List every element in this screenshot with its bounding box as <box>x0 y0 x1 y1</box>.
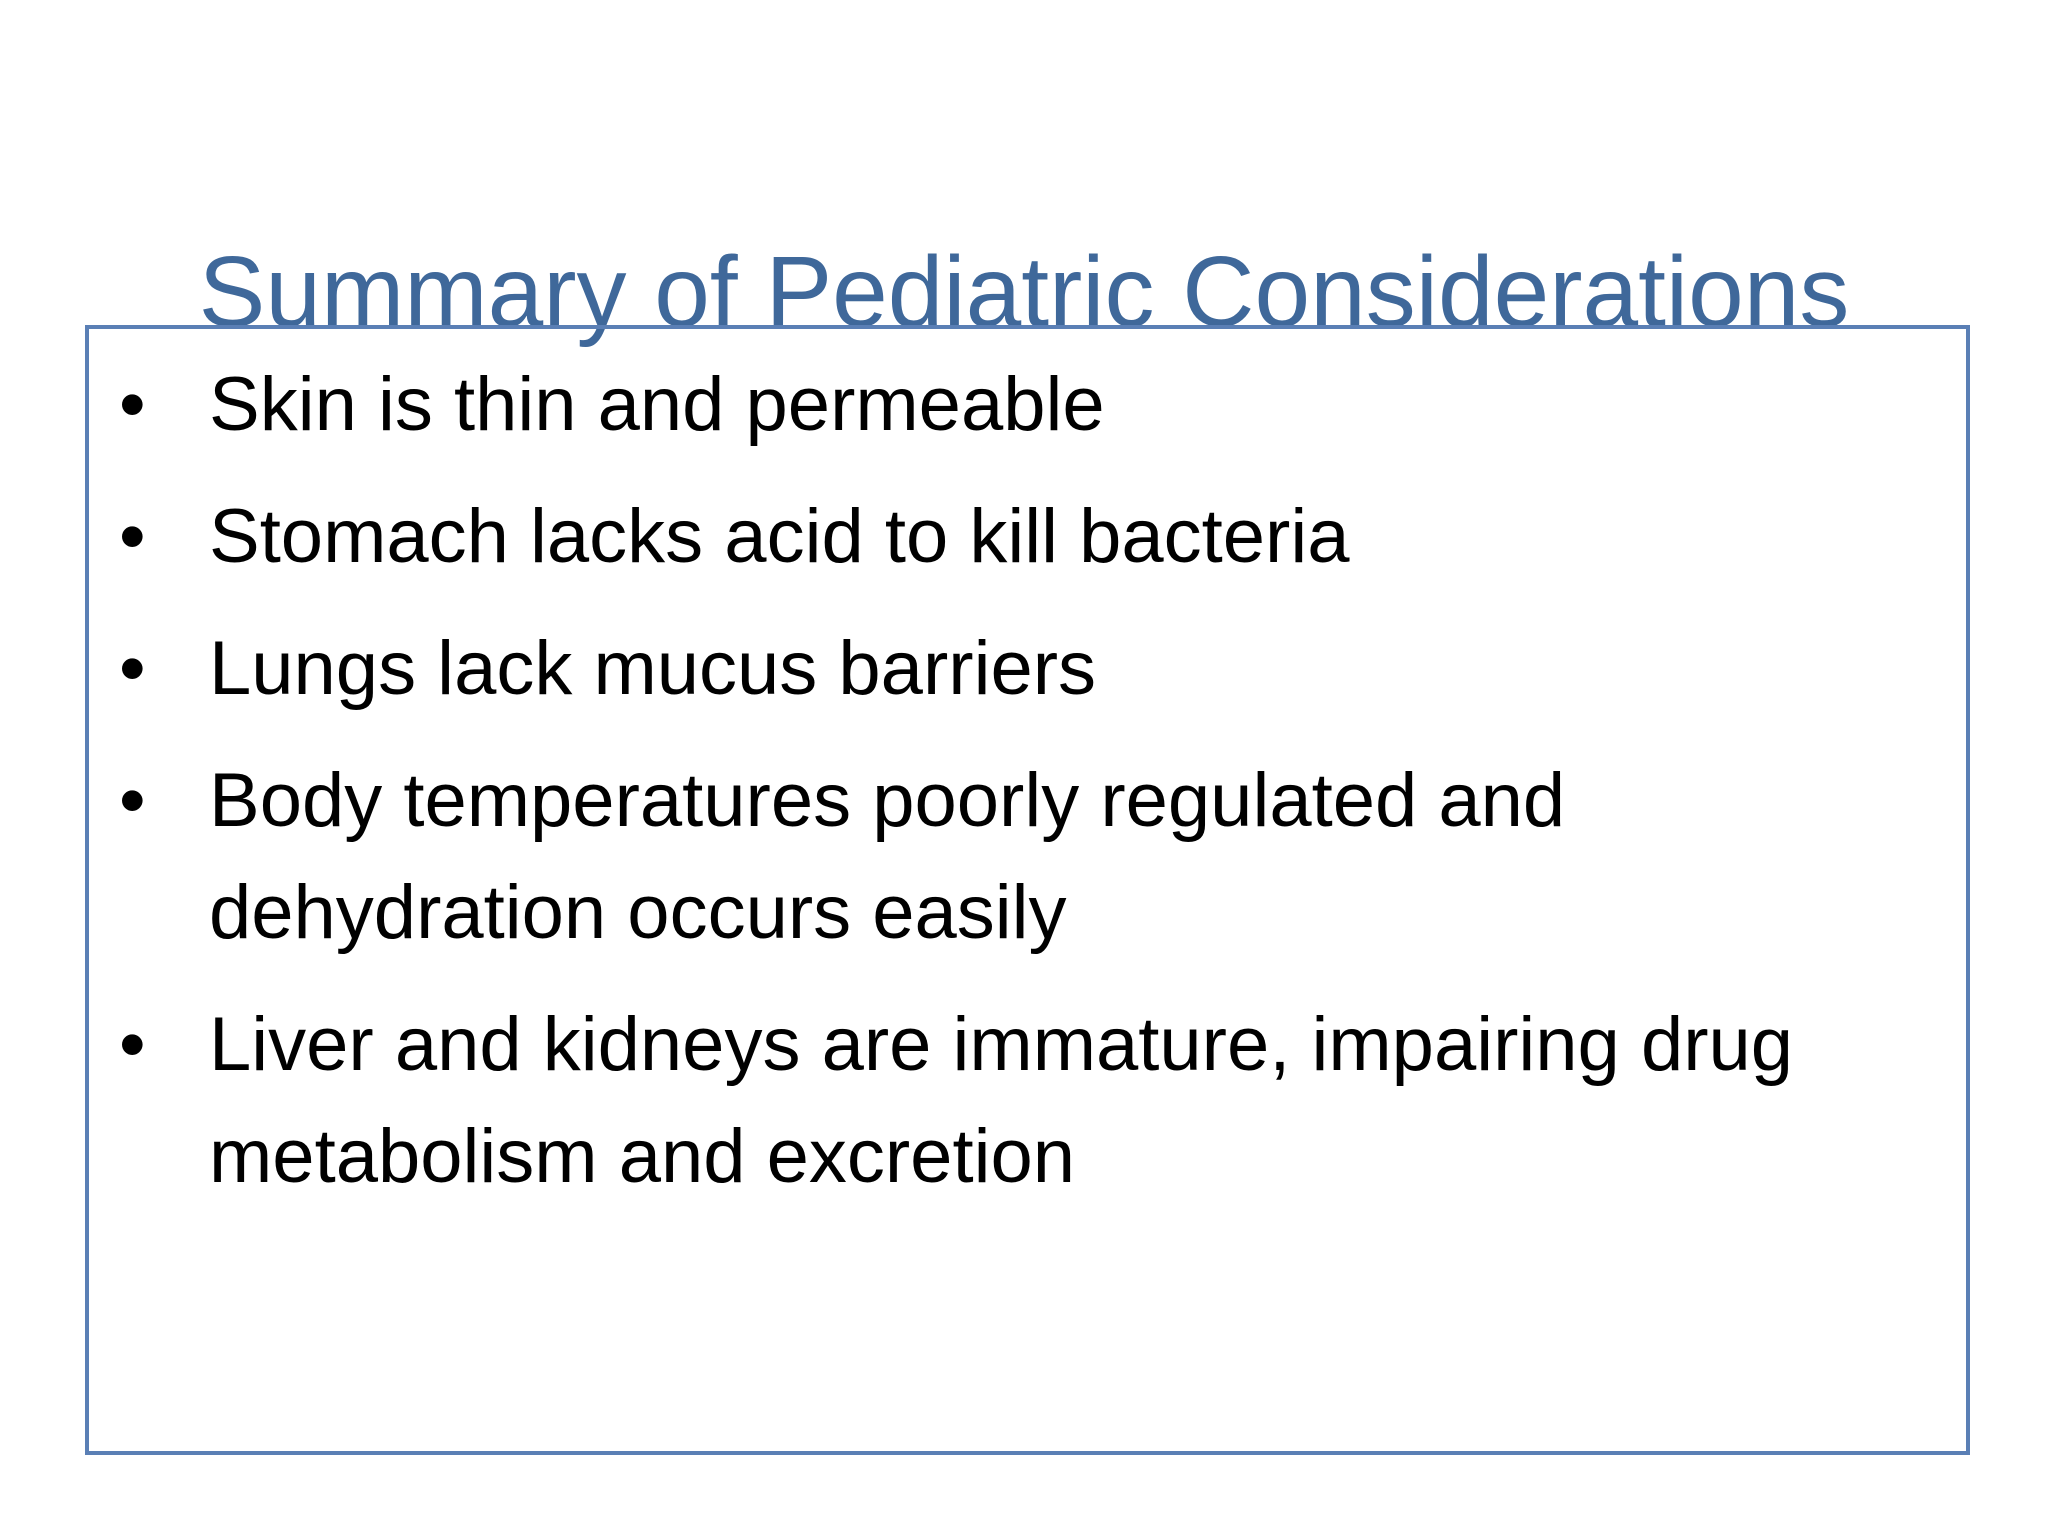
content-box <box>85 325 1970 1455</box>
bullet-text: Liver and kidneys are immature, impairing drug metabolism and excretion <box>209 1002 1794 1199</box>
bullet-item <box>109 613 1959 725</box>
bullet-item <box>109 989 1959 1213</box>
bullet-icon: • <box>119 758 146 843</box>
bullet-icon: • <box>119 494 146 579</box>
slide-title: Summary of Pediatric Considerations <box>198 236 1850 348</box>
bullet-item <box>109 349 1959 461</box>
bullet-icon: • <box>119 626 146 711</box>
bullet-text: Stomach lacks acid to kill bacteria <box>209 494 1350 579</box>
bullet-text: Body temperatures poorly regulated and dehydration occurs easily <box>209 758 1566 955</box>
bullet-list <box>109 349 1959 1233</box>
bullet-item <box>109 481 1959 593</box>
bullet-icon: • <box>119 362 146 447</box>
bullet-text: Skin is thin and permeable <box>209 362 1105 447</box>
bullet-text: Lungs lack mucus barriers <box>209 626 1097 711</box>
bullet-icon: • <box>119 1002 146 1087</box>
bullet-item <box>109 745 1959 969</box>
